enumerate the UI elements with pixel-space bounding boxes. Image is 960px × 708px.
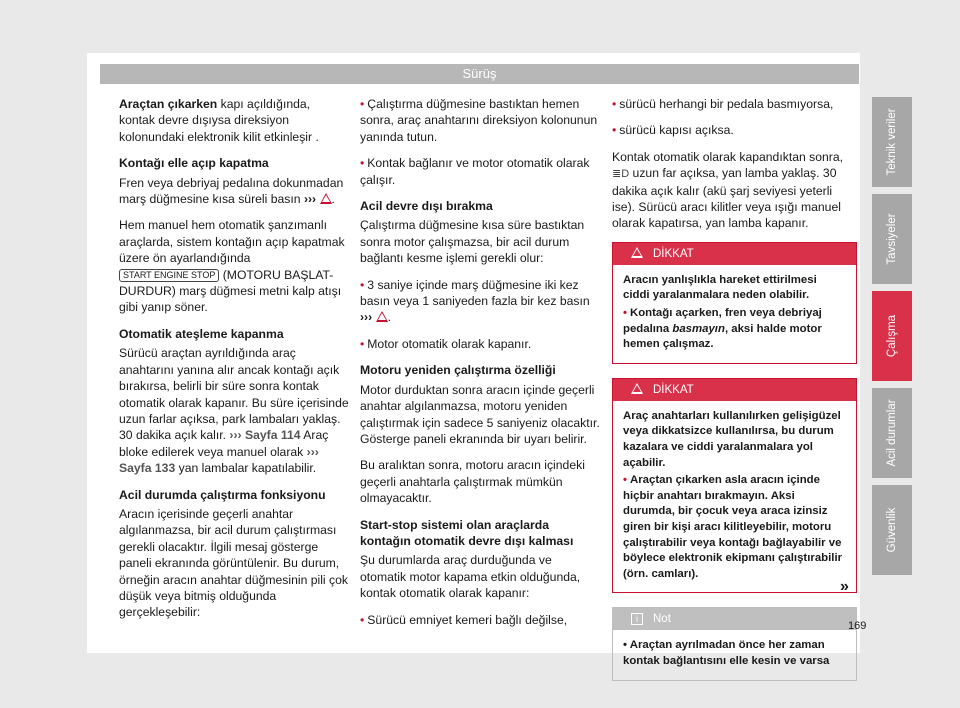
column-3: [612, 96, 857, 681]
column-1: [119, 96, 349, 631]
bullet-icon: •: [623, 307, 627, 320]
paragraph: Araçtan çıkarken kapı açıldığında, kontak devre dışıysa direksiyon kolonundaki elektronik kilit etkinleşir .: [119, 97, 319, 144]
section-heading: Acil durumda çalıştırma fonksiyonu: [119, 487, 326, 502]
bullet-icon: •: [360, 97, 365, 111]
info-icon: i: [631, 613, 643, 625]
list-item: • 3 saniye içinde marş düğmesine iki kez basın veya 1 saniyeden fazla bir kez basın ››› .: [360, 277, 590, 325]
list-item: • Motor otomatik olarak kapanır.: [360, 336, 532, 351]
paragraph: Sürücü araçtan ayrıldığında araç anahtarını yanına alır ancak kontağı açık bırakırsa, belirli bir süre sonra kontak otomatik olarak kapanır. Bu süre içerisinde uzun farlar açıksa, park lambaları yaklaş. 30 dakika açık kalır. ››› Sayfa 114 Araç bloke edilerek veya manuel olarak ››› Sayfa 133 yan lambalar kapatılabilir.: [119, 346, 349, 476]
list-item: • Kontağı açarken, fren veya debriyaj pedalına basmayın, aksi halde motor hemen çalışmaz.: [623, 307, 822, 351]
low-beam-headlight-icon: ≣D: [612, 168, 630, 181]
paragraph: Fren veya debriyaj pedalına dokunmadan marş düğmesine kısa süreli basın ››› .: [119, 175, 344, 207]
tab-tavsiyeler[interactable]: Tavsiyeler: [872, 194, 912, 284]
bullet-icon: •: [360, 277, 365, 292]
bullet-icon: •: [612, 97, 617, 111]
paragraph: Şu durumlarda araç durduğunda ve otomatik motor kapama etkin olduğunda, kontak otomatik olarak kapanır:: [360, 553, 581, 601]
paragraph: Araç anahtarları kullanılırken gelişigüzel veya dikkatsizce kullanılırsa, bu durum kazalara ve ciddi yaralanmalara yol açabilir.: [623, 409, 841, 469]
list-item: • sürücü herhangi bir pedala basmıyorsa,: [612, 97, 834, 111]
section-heading: Motoru yeniden çalıştırma özelliği: [360, 363, 556, 378]
warning-box: [612, 378, 857, 594]
paragraph: Çalıştırma düğmesine kısa süre bastıktan sonra motor çalışmazsa, bir acil durum bağlantı kesme işlemi gerekli olur:: [360, 218, 585, 266]
tab-acil-durumlar[interactable]: Acil durumlar: [872, 388, 912, 478]
list-item: • Kontak bağlanır ve motor otomatik olarak çalışır.: [360, 156, 590, 187]
note-box-header: i Not: [613, 608, 856, 630]
list-item: • Sürücü emniyet kemeri bağlı değilse,: [360, 612, 568, 627]
tab-calisma[interactable]: Çalışma: [872, 291, 912, 381]
list-item: • sürücü kapısı açıksa.: [612, 123, 734, 138]
continue-mark: »: [840, 578, 849, 595]
list-item: • Araçtan çıkarken asla aracın içinde hiçbir anahtarı bırakmayın. Aksi durumda, bir çocuk veya araca izinsiz giren bir kişi aracı kilitleyebilir, motoru çalıştırabilir veya kontağı bağlayabilir ve böylece elektronik ekipmanı çalıştırabilir (örn. camları).: [623, 474, 843, 580]
section-heading: Start-stop sistemi olan araçlarda kontağın otomatik devre dışı kalması: [360, 517, 574, 548]
paragraph: Kontak otomatik olarak kapandıktan sonra, ≣D uzun far açıksa, yan lamba yaklaş. 30 dakika açık kalır (akü şarj seviyesi yeterli ise). Sürücü aracı kilitler veya ışığı manuel olarak kapatırsa, yan lamba kapanır.: [612, 149, 844, 231]
warning-icon: [631, 247, 643, 258]
warning-box-header: DİKKAT: [613, 379, 856, 401]
page-link[interactable]: ››› Sayfa 114: [229, 428, 301, 443]
bullet-icon: •: [623, 474, 627, 487]
list-item: • Çalıştırma düğmesine bastıktan hemen sonra, araç anahtarını direksiyon kolonunun yanında tutun.: [360, 97, 598, 144]
section-heading: Acil devre dışı bırakma: [360, 199, 493, 214]
start-engine-stop-key: START ENGINE STOP: [119, 269, 219, 282]
page-link[interactable]: ››› Sayfa 133: [119, 444, 319, 476]
bullet-icon: •: [360, 156, 365, 171]
paragraph: Motor durduktan sonra aracın içinde geçerli anahtar algılanmazsa, motoru yeniden çalıştırmak için sadece 5 saniyeniz olacaktır. Gösterge paneli ekranında bir uyarı belirir.: [360, 382, 600, 446]
page-number: 169: [848, 620, 867, 632]
warning-box: [612, 242, 857, 364]
note-box: [612, 607, 857, 680]
section-heading: Kontağı elle açıp kapatma: [119, 156, 269, 171]
paragraph: Hem manuel hem otomatik şanzımanlı araçlarda, sistem kontağın açıp kapatmak üzere ön ayarlandığında START ENGINE STOP (MOTORU BAŞLAT-DURDUR) marş düğmesi metni kalp atışı gibi yanıp söner.: [119, 218, 345, 315]
warning-box-header: DİKKAT: [613, 243, 856, 265]
section-heading: Otomatik ateşleme kapanma: [119, 326, 284, 341]
page-header: Sürüş: [100, 64, 859, 84]
paragraph: Bu aralıktan sonra, motoru aracın içindeki geçerli anahtarla çalıştırmak mümkün olmayacaktır.: [360, 458, 585, 506]
bullet-icon: •: [623, 639, 630, 652]
bullet-icon: •: [360, 612, 365, 627]
warning-icon: [320, 193, 332, 204]
tab-teknik-veriler[interactable]: Teknik veriler: [872, 97, 912, 187]
paragraph: Aracın yanlışlıkla hareket ettirilmesi ciddi yaralanmalara neden olabilir.: [623, 273, 817, 302]
paragraph: Aracın içerisinde geçerli anahtar algılanmazsa, bir acil durum çalıştırması gerekli olacaktır. İlgili mesaj gösterge paneli ekranında görüntülenir. Bu durum, örneğin aracın anahtar düğmesinin pili çok düşük veya bitmiş olduğunda gerçekleşebilir:: [119, 506, 348, 620]
list-item: • Araçtan ayrılmadan önce her zaman kontak bağlantısını elle kesin ve varsa: [623, 639, 830, 667]
bullet-icon: •: [360, 336, 365, 351]
warning-icon: [376, 311, 388, 322]
column-2: [360, 96, 600, 638]
warning-icon: [631, 383, 643, 394]
bullet-icon: •: [612, 123, 617, 138]
tab-guvenlik[interactable]: Güvenlik: [872, 485, 912, 575]
